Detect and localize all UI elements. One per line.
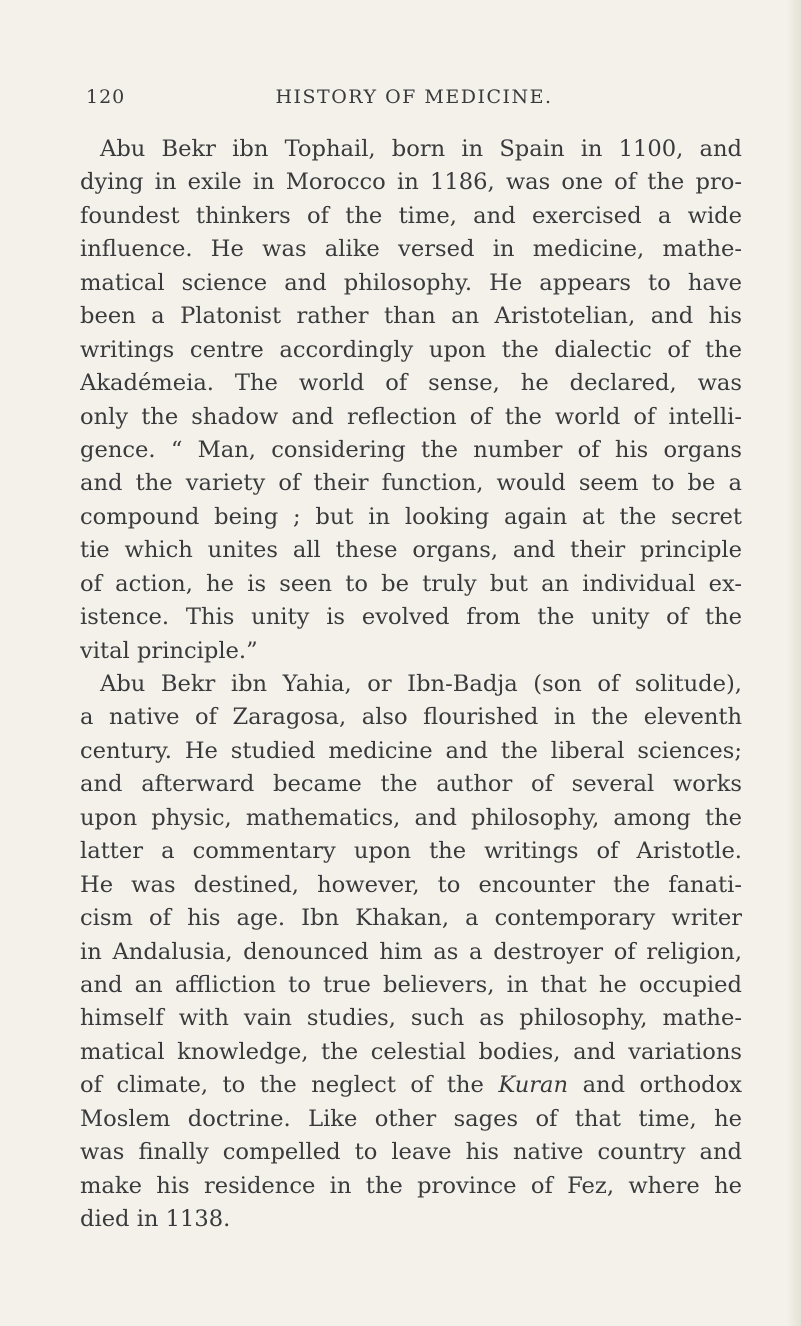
text-line: and an affliction to true believers, in that he occupied: [80, 971, 742, 998]
text-line: a native of Zaragosa, also flourished in the eleventh: [80, 704, 742, 731]
text-line: of action, he is seen to be truly but an individual ex-: [80, 570, 742, 597]
text-line: matical science and philosophy. He appears to have: [80, 269, 742, 296]
text-line: writings centre accordingly upon the dialectic of the: [80, 336, 742, 363]
text-line: Moslem doctrine. Like other sages of that time, he: [80, 1105, 742, 1132]
text-line: Akadémeia. The world of sense, he declared, was: [80, 370, 742, 397]
text-line: He was destined, however, to encounter the fanati-: [80, 871, 742, 898]
text-line: dying in exile in Morocco in 1186, was one of the pro-: [80, 169, 742, 196]
page-edge: [787, 0, 801, 1326]
text-line: matical knowledge, the celestial bodies, and variations: [80, 1038, 742, 1065]
page-header: [80, 83, 748, 113]
text-segment: and orthodox: [582, 1072, 742, 1099]
text-line: Abu Bekr ibn Tophail, born in Spain in 1100, and: [100, 136, 742, 162]
text-line: Abu Bekr ibn Yahia, or Ibn-Badja (son of solitude),: [100, 671, 742, 697]
text-line: was finally compelled to leave his native country and: [80, 1139, 742, 1166]
body-text: [80, 133, 742, 1236]
text-line: been a Platonist rather than an Aristotelian, and his: [80, 303, 742, 330]
text-line: only the shadow and reflection of the world of intelli-: [80, 403, 742, 430]
text-line: foundest thinkers of the time, and exercised a wide: [80, 202, 742, 229]
running-title: HISTORY OF MEDICINE.: [275, 86, 553, 108]
text-line: compound being ; but in looking again at the secret: [80, 503, 742, 530]
text-line: cism of his age. Ibn Khakan, a contemporary writer: [80, 905, 742, 932]
text-line: upon physic, mathematics, and philosophy, among the: [80, 804, 742, 831]
text-line: century. He studied medicine and the liberal sciences;: [80, 737, 742, 764]
text-segment: of climate, to the neglect of the: [80, 1072, 484, 1099]
page-number: 120: [86, 86, 126, 108]
text-line-with-italic: [80, 1069, 742, 1102]
text-line: in Andalusia, denounced him as a destroyer of religion,: [80, 938, 742, 965]
text-line: died in 1138.: [80, 1206, 231, 1232]
text-line: istence. This unity is evolved from the unity of the: [80, 604, 742, 631]
text-line: influence. He was alike versed in medicine, mathe-: [80, 236, 742, 263]
text-line: gence. “ Man, considering the number of his organs: [80, 436, 742, 463]
text-line: vital principle.”: [80, 637, 258, 664]
text-line: latter a commentary upon the writings of Aristotle.: [80, 838, 742, 865]
italic-word: Kuran: [498, 1072, 569, 1099]
text-line: tie which unites all these organs, and their principle: [80, 537, 742, 564]
text-line: make his residence in the province of Fez, where he: [80, 1172, 742, 1199]
text-line: himself with vain studies, such as philosophy, mathe-: [80, 1005, 742, 1032]
text-line: and afterward became the author of several works: [80, 771, 742, 798]
text-line: and the variety of their function, would seem to be a: [80, 470, 742, 497]
